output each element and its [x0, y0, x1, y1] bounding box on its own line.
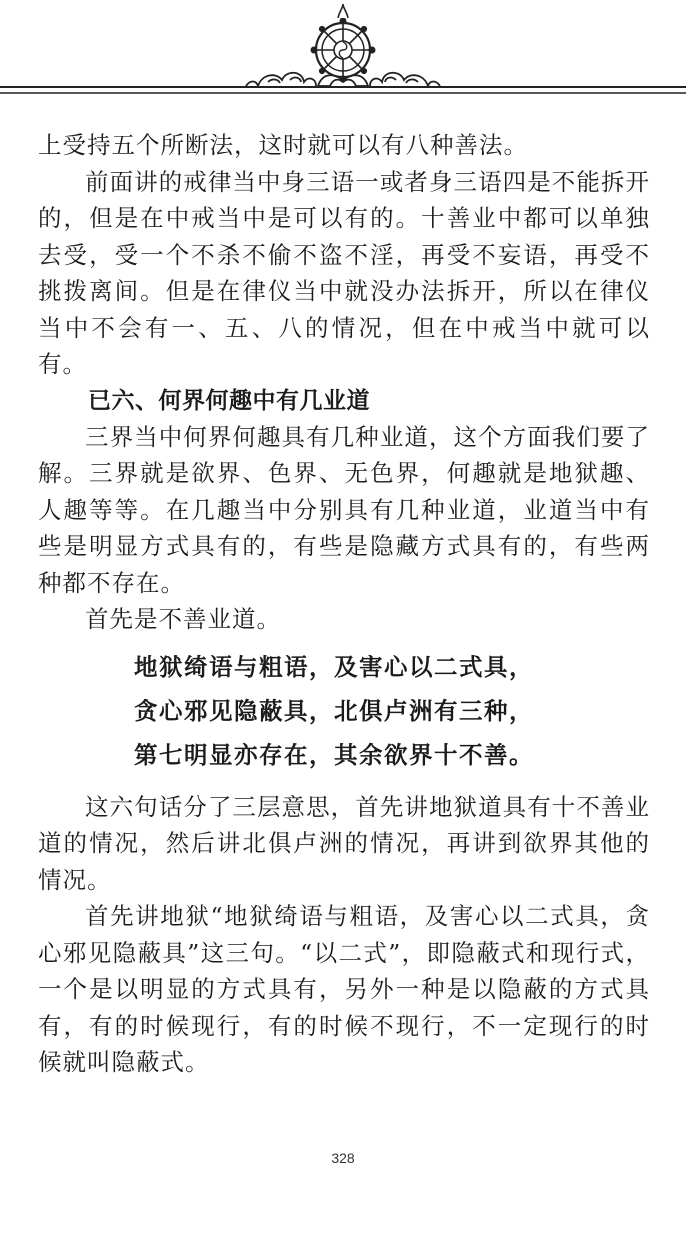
verse-line: 贪心邪见隐蔽具，北俱卢洲有三种，	[134, 696, 534, 725]
paragraph-2: 前面讲的戒律当中身三语一或者身三语四是不能拆开的，但是在中戒当中是可以有的。十善业中都可以单独去受，受一个不杀不偷不盗不淫，再受不妄语，再受不挑拨离间。但是在律仪当中就没办法拆开，所以在律仪当中不会有一、五、八的情况，但在中戒当中就可以有。	[38, 167, 650, 378]
section-heading: 已六、何界何趣中有几业道	[88, 387, 370, 414]
paragraph-4: 首先是不善业道。	[85, 605, 281, 633]
paragraph-3: 三界当中何界何趣具有几种业道，这个方面我们要了解。三界就是欲界、色界、无色界，何趣就是地狱趣、人趣等等。在几趣当中分别具有几种业道，业道当中有些是明显方式具有的，有些是隐藏方式具有的，有些两种都不存在。	[38, 422, 650, 597]
verse-block	[38, 645, 650, 777]
verse-line: 第七明显亦存在，其余欲界十不善。	[134, 740, 534, 769]
page-body	[38, 127, 650, 1081]
page-header-ornament	[0, 0, 686, 110]
paragraph-1: 上受持五个所断法，这时就可以有八种善法。	[38, 131, 528, 159]
page-number: 328	[331, 1150, 355, 1166]
paragraph-6: 首先讲地狱“地狱绮语与粗语，及害心以二式具，贪心邪见隐蔽具”这三句。“以二式”，即隐蔽式和现行式，一个是以明显的方式具有，另外一种是以隐蔽的方式具有，有的时候现行，有的时候不现行，不一定现行的时候就叫隐蔽式。	[38, 902, 650, 1076]
verse-line: 地狱绮语与粗语，及害心以二式具，	[134, 652, 534, 681]
dharma-wheel-icon	[0, 0, 686, 110]
paragraph-5: 这六句话分了三层意思，首先讲地狱道具有十不善业道的情况，然后讲北俱卢洲的情况，再讲到欲界其他的情况。	[38, 792, 650, 894]
